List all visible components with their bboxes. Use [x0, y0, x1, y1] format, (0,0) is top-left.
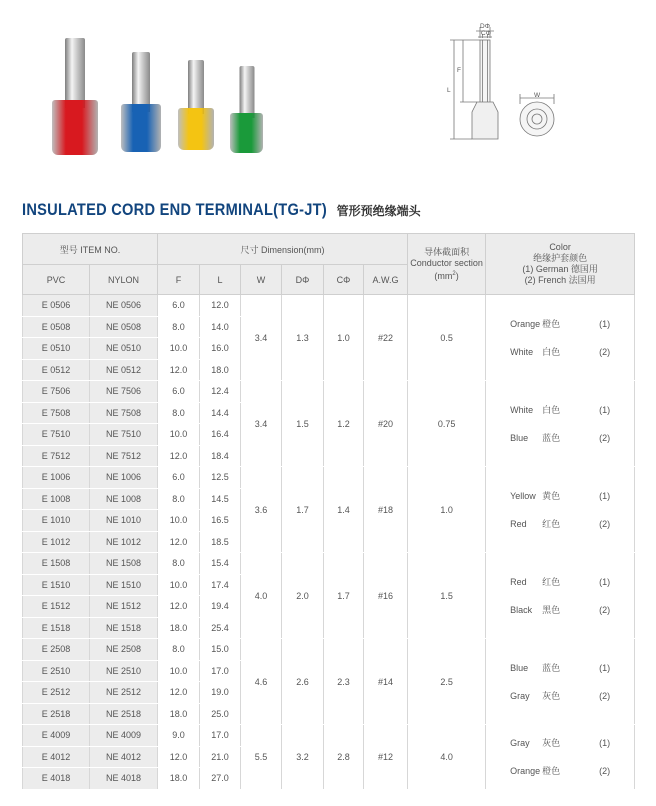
l-cell: 15.4	[200, 553, 241, 575]
d-cell: 3.2	[282, 725, 324, 790]
l-cell: 12.4	[200, 381, 241, 403]
f-cell: 12.0	[158, 445, 200, 467]
color-line	[510, 568, 634, 596]
nylon-item-cell: NE 1512	[90, 596, 158, 618]
l-cell: 14.0	[200, 316, 241, 338]
l-cell: 12.0	[200, 295, 241, 317]
awg-cell: #18	[364, 467, 408, 553]
f-cell: 12.0	[158, 359, 200, 381]
nylon-item-cell: NE 0510	[90, 338, 158, 360]
drawing-label-w: W	[534, 92, 541, 99]
pvc-item-cell: E 1510	[23, 574, 90, 596]
pvc-item-cell: E 2510	[23, 660, 90, 682]
color-line	[510, 396, 634, 424]
table-row	[23, 639, 635, 661]
f-cell: 18.0	[158, 703, 200, 725]
table-row	[23, 553, 635, 575]
header-conductor-en: Conductor section	[410, 257, 483, 268]
f-cell: 9.0	[158, 725, 200, 747]
color-variant: (1)	[599, 662, 611, 673]
color-variant: (2)	[599, 518, 611, 529]
l-cell: 16.4	[200, 424, 241, 446]
header-dimension: 尺寸 Dimension(mm)	[158, 234, 408, 265]
pvc-item-cell: E 7512	[23, 445, 90, 467]
l-cell: 19.0	[200, 682, 241, 704]
section-cell: 1.0	[408, 467, 486, 553]
header-color-note-french: (2) French 法国用	[524, 275, 596, 285]
color-name-cn: 白色	[542, 347, 561, 357]
nylon-item-cell: NE 1012	[90, 531, 158, 553]
f-cell: 12.0	[158, 596, 200, 618]
f-cell: 10.0	[158, 574, 200, 596]
color-cell	[486, 467, 635, 553]
pvc-item-cell: E 4018	[23, 768, 90, 790]
color-name-cn: 橙色	[542, 319, 561, 329]
color-name-cn: 蓝色	[542, 663, 561, 673]
f-cell: 12.0	[158, 531, 200, 553]
header-conductor-unit: $(mm^2)$	[434, 270, 459, 281]
c-cell: 1.0	[324, 295, 364, 381]
header-color	[486, 234, 635, 295]
nylon-item-cell: NE 0508	[90, 316, 158, 338]
w-cell: 3.4	[241, 295, 282, 381]
nylon-item-cell: NE 1510	[90, 574, 158, 596]
nylon-item-cell: NE 2508	[90, 639, 158, 661]
pvc-item-cell: E 2518	[23, 703, 90, 725]
f-cell: 8.0	[158, 553, 200, 575]
color-line	[510, 338, 634, 366]
color-variant: (1)	[599, 490, 611, 501]
color-cell	[486, 295, 635, 381]
header-color-note-german: (1) German 德国用	[522, 264, 598, 274]
nylon-item-cell: NE 2510	[90, 660, 158, 682]
c-cell: 2.3	[324, 639, 364, 725]
l-cell: 16.5	[200, 510, 241, 532]
f-cell: 12.0	[158, 746, 200, 768]
section-cell: 2.5	[408, 639, 486, 725]
f-cell: 18.0	[158, 617, 200, 639]
section-cell: 4.0	[408, 725, 486, 790]
nylon-item-cell: NE 7512	[90, 445, 158, 467]
f-cell: 10.0	[158, 660, 200, 682]
color-name-en: Blue	[510, 662, 529, 673]
color-name-en: Red	[510, 518, 527, 529]
color-line	[510, 682, 634, 710]
color-cell	[486, 725, 635, 790]
f-cell: 12.0	[158, 682, 200, 704]
color-name-cn: 灰色	[542, 738, 561, 749]
nylon-item-cell: NE 4009	[90, 725, 158, 747]
drawing-label-c: CΦ	[481, 30, 491, 37]
pvc-item-cell: E 1512	[23, 596, 90, 618]
color-cell	[486, 639, 635, 725]
color-name-cn: 灰色	[542, 691, 561, 701]
c-cell: 1.7	[324, 553, 364, 639]
col-pvc: PVC	[23, 265, 90, 295]
color-name-en: White	[510, 346, 534, 357]
header-conductor-cn: 导体截面积	[424, 246, 470, 257]
pvc-item-cell: E 1518	[23, 617, 90, 639]
pvc-item-cell: E 0510	[23, 338, 90, 360]
pvc-item-cell: E 0506	[23, 295, 90, 317]
section-cell: 0.75	[408, 381, 486, 467]
pvc-item-cell: E 1008	[23, 488, 90, 510]
red-ferrule	[52, 38, 98, 155]
table-row	[23, 467, 635, 489]
color-name-en: Orange	[510, 765, 541, 776]
pvc-item-cell: E 0508	[23, 316, 90, 338]
pvc-item-cell: E 7508	[23, 402, 90, 424]
header-conductor	[408, 234, 486, 295]
blue-ferrule	[121, 52, 161, 152]
nylon-item-cell: NE 1006	[90, 467, 158, 489]
color-variant: (2)	[599, 690, 611, 701]
color-cell	[486, 381, 635, 467]
pvc-item-cell: E 7506	[23, 381, 90, 403]
f-cell: 18.0	[158, 768, 200, 790]
d-cell: 2.6	[282, 639, 324, 725]
col-nylon: NYLON	[90, 265, 158, 295]
color-name-en: Blue	[510, 432, 529, 443]
color-line	[510, 729, 634, 757]
f-cell: 8.0	[158, 639, 200, 661]
f-cell: 6.0	[158, 381, 200, 403]
d-cell: 1.5	[282, 381, 324, 467]
l-cell: 18.5	[200, 531, 241, 553]
col-c: CΦ	[324, 265, 364, 295]
awg-cell: #14	[364, 639, 408, 725]
header-color-en: Color	[549, 242, 571, 252]
color-name-cn: 橙色	[542, 766, 561, 777]
color-name-en: White	[510, 404, 534, 415]
pvc-item-cell: E 4009	[23, 725, 90, 747]
c-cell: 2.8	[324, 725, 364, 790]
collar	[121, 104, 161, 152]
w-cell: 3.6	[241, 467, 282, 553]
d-cell: 1.7	[282, 467, 324, 553]
color-line	[510, 310, 634, 338]
pvc-item-cell: E 0512	[23, 359, 90, 381]
pvc-item-cell: E 2508	[23, 639, 90, 661]
drawing-label-l: L	[447, 87, 451, 94]
l-cell: 14.4	[200, 402, 241, 424]
l-cell: 17.4	[200, 574, 241, 596]
header-item-no: 型号 ITEM NO.	[23, 234, 158, 265]
nylon-item-cell: NE 1518	[90, 617, 158, 639]
l-cell: 19.4	[200, 596, 241, 618]
col-f: F	[158, 265, 200, 295]
color-line	[510, 482, 634, 510]
pvc-item-cell: E 1508	[23, 553, 90, 575]
color-name-en: Yellow	[510, 490, 536, 501]
nylon-item-cell: NE 1508	[90, 553, 158, 575]
f-cell: 6.0	[158, 467, 200, 489]
f-cell: 8.0	[158, 316, 200, 338]
section-title	[22, 200, 421, 226]
pvc-item-cell: E 1010	[23, 510, 90, 532]
w-cell: 4.6	[241, 639, 282, 725]
spec-table-body	[23, 295, 635, 790]
l-cell: 15.0	[200, 639, 241, 661]
color-name-en: Black	[510, 604, 533, 615]
d-cell: 2.0	[282, 553, 324, 639]
nylon-item-cell: NE 2518	[90, 703, 158, 725]
color-name-cn: 黑色	[542, 605, 561, 615]
nylon-item-cell: NE 7506	[90, 381, 158, 403]
c-cell: 1.4	[324, 467, 364, 553]
color-line	[510, 757, 634, 785]
title-english: INSULATED CORD END TERMINAL(TG-JT)	[22, 200, 327, 219]
color-variant: (1)	[599, 318, 611, 329]
c-cell: 1.2	[324, 381, 364, 467]
color-variant: (2)	[599, 765, 611, 776]
l-cell: 17.0	[200, 725, 241, 747]
nylon-item-cell: NE 4012	[90, 746, 158, 768]
yellow-ferrule	[178, 60, 214, 150]
l-cell: 21.0	[200, 746, 241, 768]
pvc-item-cell: E 1006	[23, 467, 90, 489]
table-row	[23, 295, 635, 317]
l-cell: 17.0	[200, 660, 241, 682]
color-name-cn: 蓝色	[542, 433, 561, 443]
pvc-item-cell: E 4012	[23, 746, 90, 768]
drawing-label-f: F	[457, 67, 461, 74]
nylon-item-cell: NE 4018	[90, 768, 158, 790]
l-cell: 27.0	[200, 768, 241, 790]
dimension-drawing	[430, 22, 590, 152]
f-cell: 10.0	[158, 510, 200, 532]
f-cell: 10.0	[158, 338, 200, 360]
awg-cell: #12	[364, 725, 408, 790]
col-l: L	[200, 265, 241, 295]
collar	[230, 113, 263, 153]
title-chinese: 管形预绝缘端头	[336, 204, 421, 218]
table-row	[23, 725, 635, 747]
f-cell: 8.0	[158, 402, 200, 424]
col-awg: A.W.G	[364, 265, 408, 295]
w-cell: 4.0	[241, 553, 282, 639]
nylon-item-cell: NE 7508	[90, 402, 158, 424]
l-cell: 14.5	[200, 488, 241, 510]
color-name-cn: 白色	[542, 405, 561, 415]
w-cell: 5.5	[241, 725, 282, 790]
color-variant: (1)	[599, 404, 611, 415]
d-cell: 1.3	[282, 295, 324, 381]
color-line	[510, 654, 634, 682]
l-cell: 16.0	[200, 338, 241, 360]
color-name-cn: 黄色	[542, 491, 561, 501]
l-cell: 25.0	[200, 703, 241, 725]
collar	[178, 108, 214, 150]
green-ferrule	[230, 66, 263, 153]
drawing-label-d: DΦ	[480, 23, 490, 30]
nylon-item-cell: NE 0506	[90, 295, 158, 317]
l-cell: 18.0	[200, 359, 241, 381]
nylon-item-cell: NE 1010	[90, 510, 158, 532]
color-variant: (2)	[599, 604, 611, 615]
l-cell: 25.4	[200, 617, 241, 639]
f-cell: 10.0	[158, 424, 200, 446]
color-variant: (2)	[599, 432, 611, 443]
collar	[52, 100, 98, 155]
pvc-item-cell: E 2512	[23, 682, 90, 704]
awg-cell: #22	[364, 295, 408, 381]
section-cell: 1.5	[408, 553, 486, 639]
pvc-item-cell: E 1012	[23, 531, 90, 553]
nylon-item-cell: NE 0512	[90, 359, 158, 381]
col-d: DΦ	[282, 265, 324, 295]
f-cell: 6.0	[158, 295, 200, 317]
spec-table	[22, 233, 635, 790]
col-w: W	[241, 265, 282, 295]
color-name-cn: 红色	[542, 519, 561, 529]
pvc-item-cell: E 7510	[23, 424, 90, 446]
color-line	[510, 510, 634, 538]
header-color-cn: 绝缘护套颜色	[533, 253, 588, 263]
nylon-item-cell: NE 7510	[90, 424, 158, 446]
section-cell: 0.5	[408, 295, 486, 381]
color-variant: (1)	[599, 576, 611, 587]
color-cell	[486, 553, 635, 639]
awg-cell: #20	[364, 381, 408, 467]
color-name-en: Orange	[510, 318, 541, 329]
color-name-en: Red	[510, 576, 527, 587]
color-line	[510, 424, 634, 452]
f-cell: 8.0	[158, 488, 200, 510]
nylon-item-cell: NE 2512	[90, 682, 158, 704]
w-cell: 3.4	[241, 381, 282, 467]
color-variant: (1)	[599, 737, 611, 748]
color-variant: (2)	[599, 346, 611, 357]
color-name-en: Gray	[510, 690, 530, 701]
table-row	[23, 381, 635, 403]
color-name-cn: 红色	[542, 577, 561, 587]
l-cell: 18.4	[200, 445, 241, 467]
color-line	[510, 596, 634, 624]
awg-cell: #16	[364, 553, 408, 639]
nylon-item-cell: NE 1008	[90, 488, 158, 510]
color-name-en: Gray	[510, 737, 530, 748]
l-cell: 12.5	[200, 467, 241, 489]
